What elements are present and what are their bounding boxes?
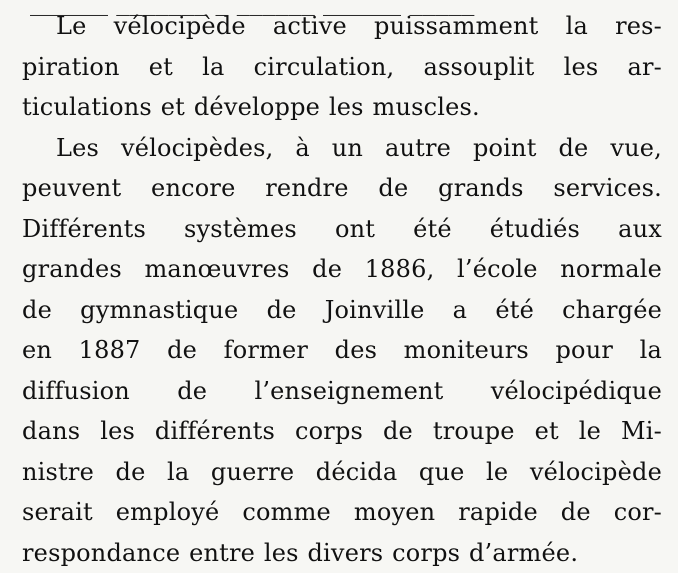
text-block xyxy=(22,6,662,573)
paragraph-2-line-1: Les vélocipèdes, à un autre point de vue, xyxy=(22,128,662,169)
paragraph-2-line-5: de gymnastique de Joinville a été chargée xyxy=(22,290,662,331)
paragraph-1-line-2: piration et la circulation, assouplit les ar- xyxy=(22,47,662,88)
paragraph-1-line-1: Le vélocipède active puissamment la res- xyxy=(22,6,662,47)
clipped-previous-line: ______ _______ _ ______ ______ _____ xyxy=(30,0,630,4)
paragraph-2-line-10: serait employé comme moyen rapide de cor- xyxy=(22,492,662,533)
paragraph-2-line-2: peuvent encore rendre de grands services. xyxy=(22,168,662,209)
paragraph-2-line-9: nistre de la guerre décida que le vélocipède xyxy=(22,452,662,493)
paragraph-2-line-6: en 1887 de former des moniteurs pour la xyxy=(22,330,662,371)
paragraph-2-line-8: dans les différents corps de troupe et le Mi- xyxy=(22,411,662,452)
paragraph-2-line-11: respondance entre les divers corps d’armée. xyxy=(22,533,662,573)
paragraph-2-line-7: diffusion de l’enseignement vélocipédique xyxy=(22,371,662,412)
paragraph-2-line-3: Différents systèmes ont été étudiés aux xyxy=(22,209,662,250)
paragraph-1-line-3: ticulations et développe les muscles. xyxy=(22,87,662,128)
paragraph-2-line-4: grandes manœuvres de 1886, l’école normale xyxy=(22,249,662,290)
